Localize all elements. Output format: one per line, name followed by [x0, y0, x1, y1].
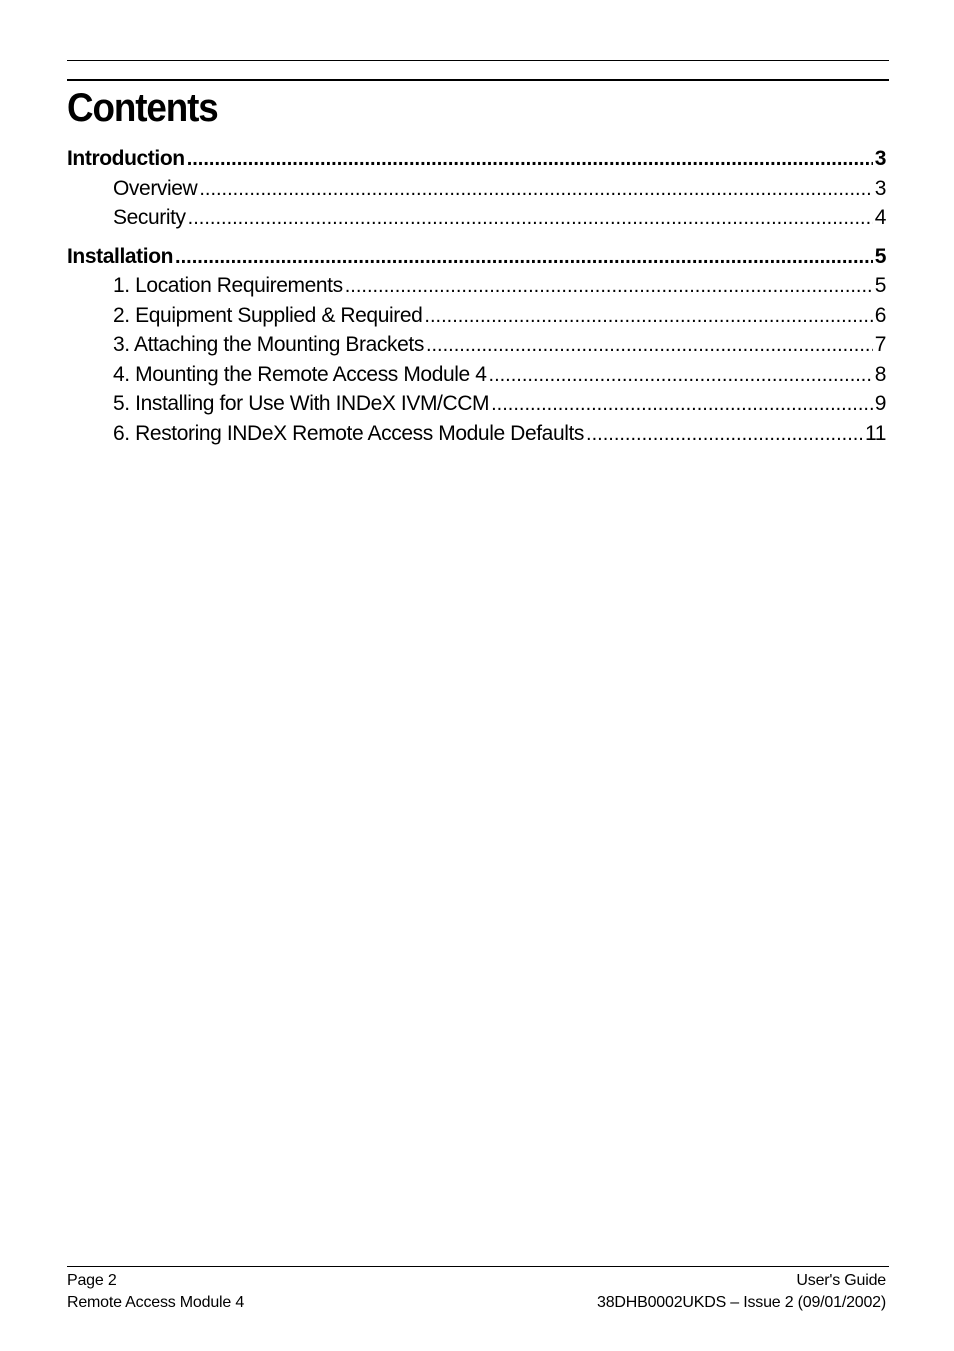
toc-leader-dots [188, 203, 873, 234]
footer-product-name: Remote Access Module 4 [67, 1294, 245, 1311]
toc-leader-dots [491, 389, 873, 420]
toc-item-equipment-supplied[interactable] [67, 301, 886, 331]
toc-leader-dots [424, 301, 872, 332]
toc-label: Installation [67, 244, 174, 268]
toc-item-restoring-defaults[interactable] [67, 419, 886, 449]
toc-section-introduction[interactable] [67, 144, 886, 174]
toc-page-number: 6 [874, 303, 886, 327]
toc-label: Overview [113, 176, 198, 200]
toc-leader-dots [175, 242, 873, 273]
toc-item-mounting-brackets[interactable] [67, 330, 886, 360]
toc-page-number: 4 [874, 206, 886, 229]
toc-item-installing-ivm-ccm[interactable] [67, 389, 886, 419]
toc-label: 6. Restoring INDeX Remote Access Module Defaults [113, 421, 585, 445]
toc-item-location-requirements[interactable] [67, 271, 886, 301]
toc-page-number: 8 [874, 362, 886, 386]
footer-doc-type: User's Guide [796, 1272, 886, 1289]
toc-page-number: 9 [874, 392, 886, 415]
header-rule-thick [67, 79, 889, 81]
toc-page-number: 5 [874, 244, 886, 268]
toc-leader-dots [586, 419, 863, 450]
toc-label: 4. Mounting the Remote Access Module 4 [113, 362, 487, 386]
toc-page-number: 3 [874, 176, 886, 200]
toc-leader-dots [199, 174, 872, 205]
toc-label: 2. Equipment Supplied & Required [113, 303, 423, 327]
toc-section-installation[interactable] [67, 242, 886, 272]
toc-label: 5. Installing for Use With INDeX IVM/CCM [113, 392, 490, 415]
toc-leader-dots [187, 144, 873, 175]
toc-item-security[interactable] [67, 203, 886, 233]
toc-leader-dots [426, 330, 873, 361]
toc-label: Introduction [67, 147, 185, 170]
toc-page-number: 5 [874, 274, 886, 297]
toc-page-number: 11 [865, 421, 886, 445]
toc-leader-dots [489, 360, 873, 391]
toc-item-overview[interactable] [67, 174, 886, 204]
toc-leader-dots [345, 271, 873, 302]
footer-rule [67, 1266, 889, 1267]
header-rule-thin [67, 60, 889, 61]
toc-label: 3. Attaching the Mounting Brackets [113, 333, 424, 356]
table-of-contents [67, 144, 886, 448]
toc-page-number: 3 [874, 147, 886, 170]
footer-page-number: Page 2 [67, 1272, 117, 1289]
toc-label: 1. Location Requirements [113, 274, 343, 297]
toc-page-number: 7 [874, 333, 886, 356]
page-title: Contents [67, 86, 218, 130]
toc-item-mounting-module[interactable] [67, 360, 886, 390]
toc-label: Security [113, 206, 186, 229]
footer-doc-reference: 38DHB0002UKDS – Issue 2 (09/01/2002) [597, 1294, 886, 1311]
